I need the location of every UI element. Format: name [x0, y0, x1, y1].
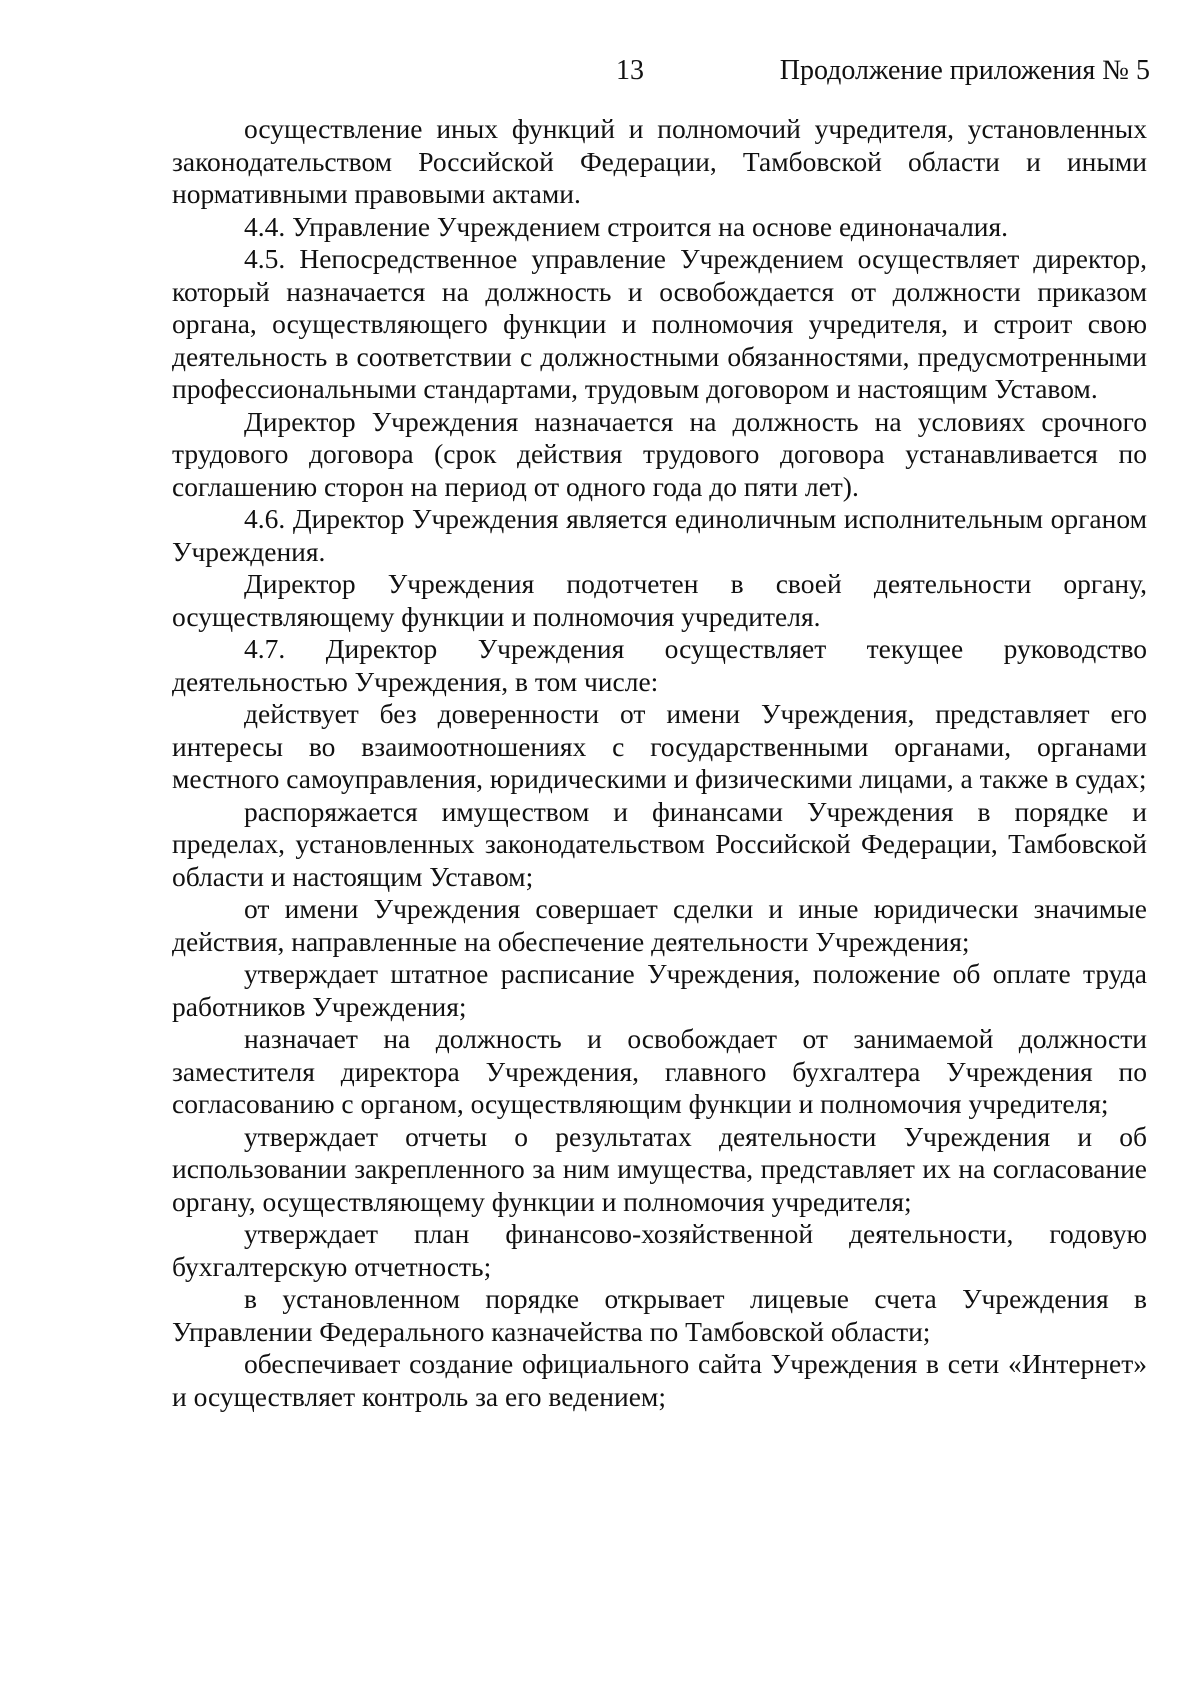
list-item: утверждает штатное расписание Учреждения, положение об оплате труда работников Учреждения;: [172, 958, 1147, 1022]
paragraph-4-7: 4.7. Директор Учреждения осуществляет текущее руководство деятельностью Учреждения, в том числе:: [172, 633, 1147, 697]
list-item: действует без доверенности от имени Учреждения, представляет его интересы во взаимоотношениях с государственными органами, органами местного самоуправления, юридическими и физическими лицами, а также в судах;: [172, 698, 1147, 794]
list-item: утверждает план финансово-хозяйственной деятельности, годовую бухгалтерскую отчетность;: [172, 1218, 1147, 1282]
list-item: от имени Учреждения совершает сделки и иные юридически значимые действия, направленные на обеспечение деятельности Учреждения;: [172, 893, 1147, 957]
page-number: 13: [616, 55, 644, 86]
paragraph-director-accountability: Директор Учреждения подотчетен в своей деятельности органу, осуществляющему функции и полномочия учредителя.: [172, 568, 1147, 632]
list-item: утверждает отчеты о результатах деятельности Учреждения и об использовании закрепленного за ним имущества, представляет их на согласование органу, осуществляющему функции и полномочия учредителя;: [172, 1120, 1147, 1217]
list-item: обеспечивает создание официального сайта Учреждения в сети «Интернет» и осуществляет контроль за его ведением;: [172, 1348, 1147, 1412]
paragraph-4-6: 4.6. Директор Учреждения является единоличным исполнительным органом Учреждения.: [172, 503, 1147, 567]
list-item: назначает на должность и освобождает от занимаемой должности заместителя директора Учреждения, главного бухгалтера Учреждения по согласованию с органом, осуществляющим функции и полномочия учредителя;: [172, 1023, 1147, 1119]
list-item: распоряжается имуществом и финансами Учреждения в порядке и пределах, установленных законодательством Российской Федерации, Тамбовской области и настоящим Уставом;: [172, 795, 1147, 892]
paragraph-4-3-continuation: осуществление иных функций и полномочий учредителя, установленных законодательством Российской Федерации, Тамбовской области и иными нормативными правовыми актами.: [172, 113, 1147, 209]
paragraph-director-appointment: Директор Учреждения назначается на должность на условиях срочного трудового договора (срок действия трудового договора устанавливается по соглашению сторон на период от одного года до пяти лет).: [172, 405, 1147, 502]
page-header-title: Продолжение приложения № 5: [779, 55, 1150, 86]
document-body: [172, 113, 1147, 1413]
list-item: в установленном порядке открывает лицевые счета Учреждения в Управлении Федерального казначейства по Тамбовской области;: [172, 1283, 1147, 1347]
paragraph-4-4: 4.4. Управление Учреждением строится на основе единоначалия.: [244, 210, 1009, 242]
paragraph-4-5: 4.5. Непосредственное управление Учреждением осуществляет директор, который назначается на должность и освобождается от должности приказом органа, осуществляющего функции и полномочия учредителя, и строит свою деятельность в соответствии с должностными обязанностями, предусмотренными профессиональными стандартами, трудовым договором и настоящим Уставом.: [172, 243, 1147, 404]
